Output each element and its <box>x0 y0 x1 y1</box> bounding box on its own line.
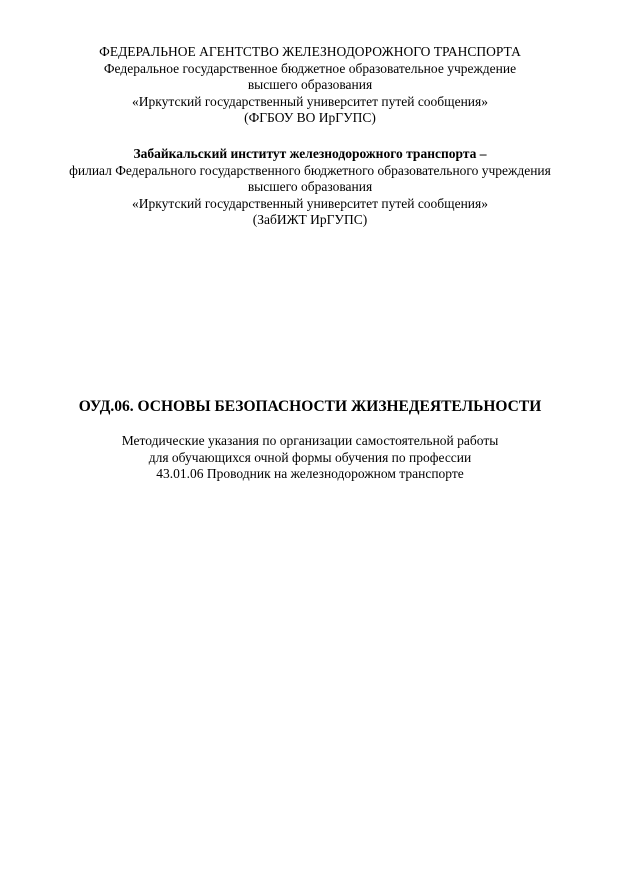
description-line-3: 43.01.06 Проводник на железнодорожном транспорте <box>156 466 464 481</box>
institute-abbreviation: (ЗабИЖТ ИрГУПС) <box>252 212 368 227</box>
agency-name: ФЕДЕРАЛЬНОЕ АГЕНТСТВО ЖЕЛЕЗНОДОРОЖНОГО ТРАНСПОРТА <box>99 44 521 59</box>
university-name: «Иркутский государственный университет путей сообщения» <box>132 93 488 109</box>
institute-name: Забайкальский институт железнодорожного транспорта – <box>133 146 487 161</box>
document-description <box>0 433 620 483</box>
institution-type: Федеральное государственное бюджетное образовательное учреждение <box>103 60 517 76</box>
document-title-block <box>0 398 620 416</box>
institute-header <box>0 146 620 229</box>
branch-university-name: «Иркутский государственный университет путей сообщения» <box>132 195 488 211</box>
description-line-1: Методические указания по организации самостоятельной работы <box>121 433 499 448</box>
branch-education-level: высшего образования <box>247 179 373 194</box>
education-level: высшего образования <box>247 77 373 92</box>
agency-header <box>0 44 620 127</box>
description-line-2: для обучающихся очной формы обучения по профессии <box>148 449 472 465</box>
document-title: ОУД.06. ОСНОВЫ БЕЗОПАСНОСТИ ЖИЗНЕДЕЯТЕЛЬНОСТИ <box>78 398 542 415</box>
branch-description: филиал Федерального государственного бюджетного образовательного учреждения <box>69 162 551 178</box>
university-abbreviation: (ФГБОУ ВО ИрГУПС) <box>244 110 376 125</box>
